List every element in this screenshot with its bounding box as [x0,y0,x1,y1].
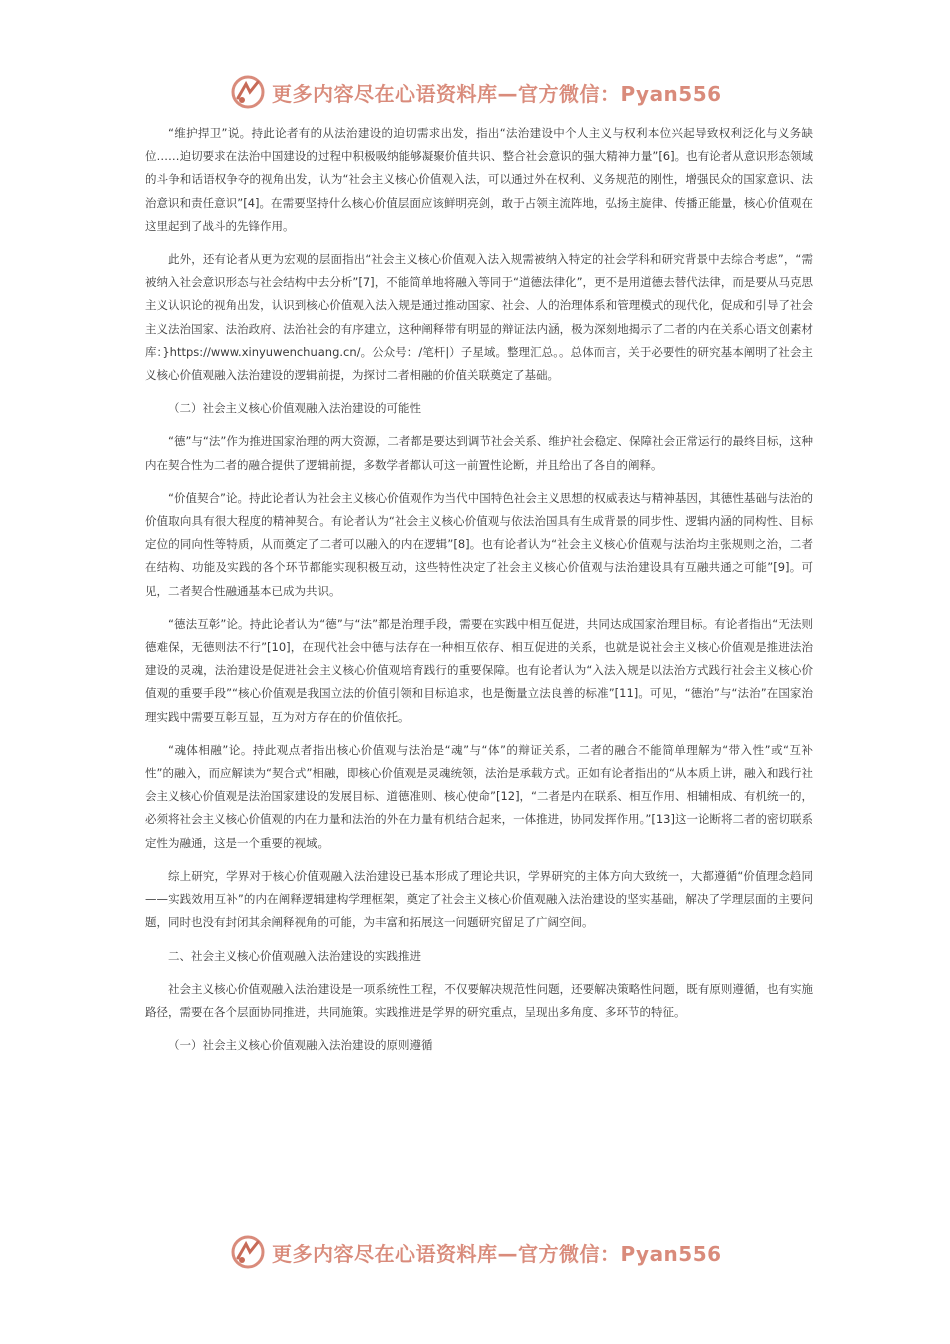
banner-text: 更多内容尽在心语资料库—官方微信：Pyan556 [272,1241,722,1266]
logo-icon [228,72,268,112]
section-heading: （二）社会主义核心价值观融入法治建设的可能性 [168,401,421,416]
paragraph: “德”与“法”作为推进国家治理的两大资源，二者都是要达到调节社会关系、维护社会稳定、保障社会正常运行的最终目标，这种内在契合性为二者的融合提供了逻辑前提，多数学者都认可这一前置性论断，并且给出了各自的阐释。 [145,434,813,472]
document-body [145,122,813,1067]
header-banner [228,72,748,112]
paragraph: 此外，还有论者从更为宏观的层面指出“社会主义核心价值观入法入规需被纳入特定的社会学科和研究背景中去综合考虑”，“需被纳入社会意识形态与社会结构中去分析”[7]，不能简单地将融入等同于“道德法律化”，更不是用道德去替代法律，而是要从马克思主义认识论的视角出发，认识到核心价值观入法入规是通过推动国家、社会、人的治理体系和管理模式的现代化，促成和引导了社会主义法治国家、法治政府、法治社会的有序建立，这种阐释带有明显的辩证法内涵，极为深刻地揭示了二者的内在关系心语文创素材库：}https://www.xinyuwenchuang.cn/。公众号：/笔杆|）子星域。整理汇总。。总体而言，关于必要性的研究基本阐明了社会主义核心价值观融入法治建设的逻辑前提，为探讨二者相融的价值关联奠定了基础。 [145,252,813,383]
paragraph: 社会主义核心价值观融入法治建设是一项系统性工程，不仅要解决规范性问题，还要解决策略性问题，既有原则遵循，也有实施路径，需要在各个层面协同推进，共同施策。实践推进是学界的研究重点，呈现出多角度、多环节的特征。 [145,981,813,1019]
footer-banner [228,1232,748,1272]
banner-text: 更多内容尽在心语资料库—官方微信：Pyan556 [272,81,722,106]
paragraph: “价值契合”论。持此论者认为社会主义核心价值观作为当代中国特色社会主义思想的权威表达与精神基因，其德性基础与法治的价值取向具有很大程度的精神契合。有论者认为“社会主义核心价值观与依法治国具有生成背景的同步性、逻辑内涵的同构性、目标定位的同向性等特质，从而奠定了二者可以融入的内在逻辑”[8]。也有论者认为“社会主义核心价值观与法治均主张规则之治，二者在结构、功能及实践的各个环节都能实现积极互动，这些特性决定了社会主义核心价值观与法治建设具有互融共通之可能”[9]。可见，二者契合性融通基本已成为共识。 [145,490,813,598]
section-heading: 二、社会主义核心价值观融入法治建设的实践推进 [168,948,421,963]
logo-icon [228,1232,268,1272]
paragraph: “维护捍卫”说。持此论者有的从法治建设的迫切需求出发，指出“法治建设中个人主义与权利本位兴起导致权利泛化与义务缺位……迫切要求在法治中国建设的过程中积极吸纳能够凝聚价值共识、整合社会意识的强大精神力量”[6]。也有论者从意识形态领域的斗争和话语权争夺的视角出发，认为“社会主义核心价值观入法，可以通过外在权利、义务规范的刚性，增强民众的国家意识、法治意识和责任意识”[4]。在需要坚持什么核心价值层面应该鲜明亮剑，敢于占领主流阵地，弘扬主旋律、传播正能量，核心价值观在这里起到了战斗的先锋作用。 [145,126,813,233]
paragraph: “德法互彰”论。持此论者认为“德”与“法”都是治理手段，需要在实践中相互促进，共同达成国家治理目标。有论者指出“无法则德难保，无德则法不行”[10]，在现代社会中德与法存在一种相互依存、相互促进的关系，也就是说社会主义核心价值观是推进法治建设的灵魂，法治建设是促进社会主义核心价值观培育践行的重要保障。也有论者认为“入法入规是以法治方式践行社会主义核心价值观的重要手段”“核心价值观是我国立法的价值引领和目标追求，也是衡量立法良善的标准”[11]。可见，“德治”与“法治”在国家治理实践中需要互彰互显，互为对方存在的价值依托。 [145,616,813,724]
section-heading: （一）社会主义核心价值观融入法治建设的原则遵循 [168,1038,433,1053]
paragraph: “魂体相融”论。持此观点者指出核心价值观与法治是“魂”与“体”的辩证关系，二者的融合不能简单理解为“带入性”或“互补性”的融入，而应解读为“契合式”相融，即核心价值观是灵魂统领，法治是承载方式。正如有论者指出的“从本质上讲，融入和践行社会主义核心价值观是法治国家建设的发展目标、道德准则、核心使命”[12]，“二者是内在联系、相互作用、相辅相成、有机统一的，必须将社会主义核心价值观的内在力量和法治的外在力量有机结合起来，一体推进，协同发挥作用。”[13]这一论断将二者的密切联系定性为融通，这是一个重要的视域。 [145,742,814,850]
paragraph: 综上研究，学界对于核心价值观融入法治建设已基本形成了理论共识，学界研究的主体方向大致统一，大都遵循“价值理念趋同——实践效用互补”的内在阐释逻辑建构学理框架，奠定了社会主义核心价值观融入法治建设的坚实基础，解决了学理层面的主要问题，同时也没有封闭其余阐释视角的可能，为丰富和拓展这一问题研究留足了广阔空间。 [145,868,813,930]
